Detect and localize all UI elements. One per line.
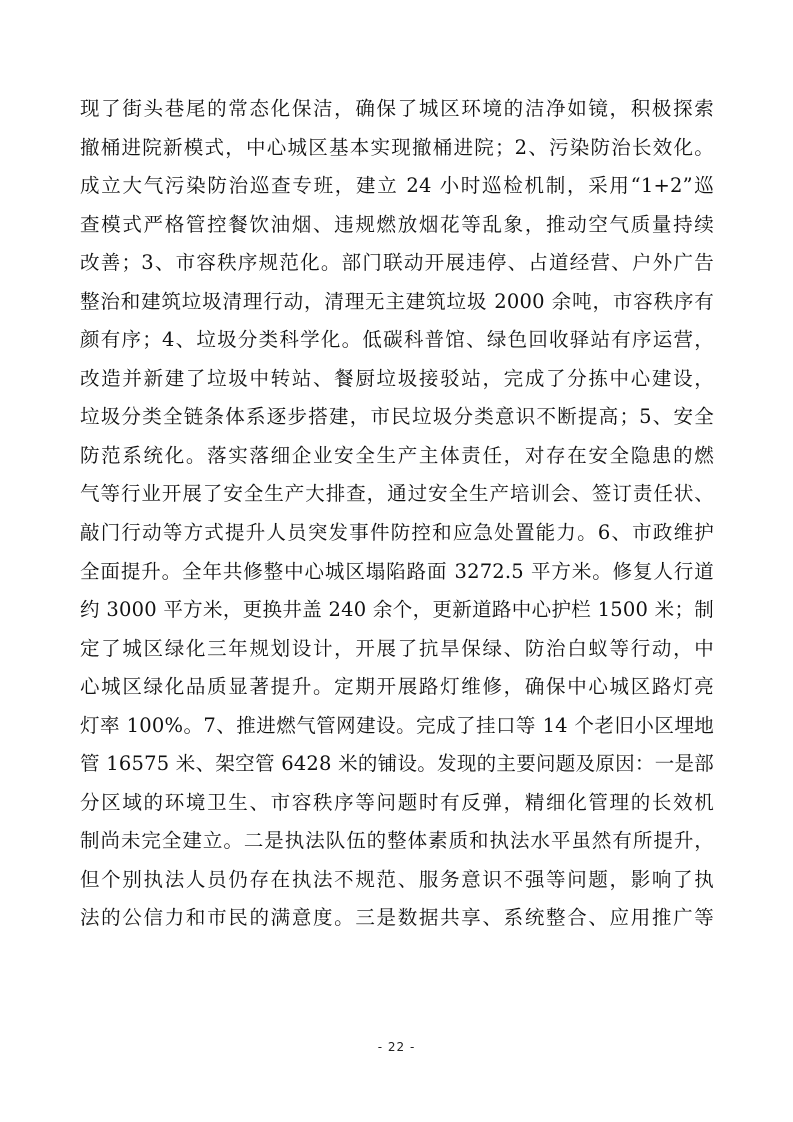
text-line: 敲门行动等方式提升人员突发事件防控和应急处置能力。6、市政维护	[80, 521, 714, 545]
text-line: 垃圾分类全链条体系逐步搭建，市民垃圾分类意识不断提高；5、安全	[80, 405, 714, 429]
text-line: 约 3000 平方米，更换井盖 240 余个，更新道路中心护栏 1500 米；制	[80, 598, 714, 622]
text-line: 撤桶进院新模式，中心城区基本实现撤桶进院；2、污染防治长效化。	[80, 135, 714, 159]
text-line: 全面提升。全年共修整中心城区塌陷路面 3272.5 平方米。修复人行道	[80, 559, 714, 583]
text-line: 改造并新建了垃圾中转站、餐厨垃圾接驳站，完成了分拣中心建设，	[80, 366, 714, 390]
text-line: 防范系统化。落实落细企业安全生产主体责任，对存在安全隐患的燃	[80, 443, 714, 467]
text-line: 但个别执法人员仍存在执法不规范、服务意识不强等问题，影响了执	[80, 867, 714, 891]
text-line: 定了城区绿化三年规划设计，开展了抗旱保绿、防治白蚁等行动，中	[80, 636, 714, 660]
text-line: 制尚未完全建立。二是执法队伍的整体素质和执法水平虽然有所提升，	[80, 829, 714, 853]
text-line: 改善；3、市容秩序规范化。部门联动开展违停、占道经营、户外广告	[80, 251, 714, 275]
text-line: 气等行业开展了安全生产大排查，通过安全生产培训会、签订责任状、	[80, 482, 714, 506]
text-line: 分区域的环境卫生、市容秩序等问题时有反弹，精细化管理的长效机	[80, 790, 714, 814]
text-line: 颜有序；4、垃圾分类科学化。低碳科普馆、绿色回收驿站有序运营，	[80, 328, 714, 352]
page-number: - 22 -	[377, 1040, 416, 1054]
text-line: 查模式严格管控餐饮油烟、违规燃放烟花等乱象，推动空气质量持续	[80, 212, 714, 236]
text-line: 成立大气污染防治巡查专班，建立 24 小时巡检机制，采用“1+2”巡	[80, 174, 714, 198]
text-line: 整治和建筑垃圾清理行动，清理无主建筑垃圾 2000 余吨，市容秩序有	[80, 289, 714, 313]
text-line: 灯率 100%。7、推进燃气管网建设。完成了挂口等 14 个老旧小区埋地	[80, 713, 714, 737]
body-text	[80, 90, 714, 938]
text-line: 管 16575 米、架空管 6428 米的铺设。发现的主要问题及原因：一是部	[80, 752, 714, 776]
text-line: 法的公信力和市民的满意度。三是数据共享、系统整合、应用推广等	[80, 906, 714, 930]
text-line: 心城区绿化品质显著提升。定期开展路灯维修，确保中心城区路灯亮	[80, 675, 714, 699]
text-line: 现了街头巷尾的常态化保洁，确保了城区环境的洁净如镜，积极探索	[80, 97, 714, 120]
